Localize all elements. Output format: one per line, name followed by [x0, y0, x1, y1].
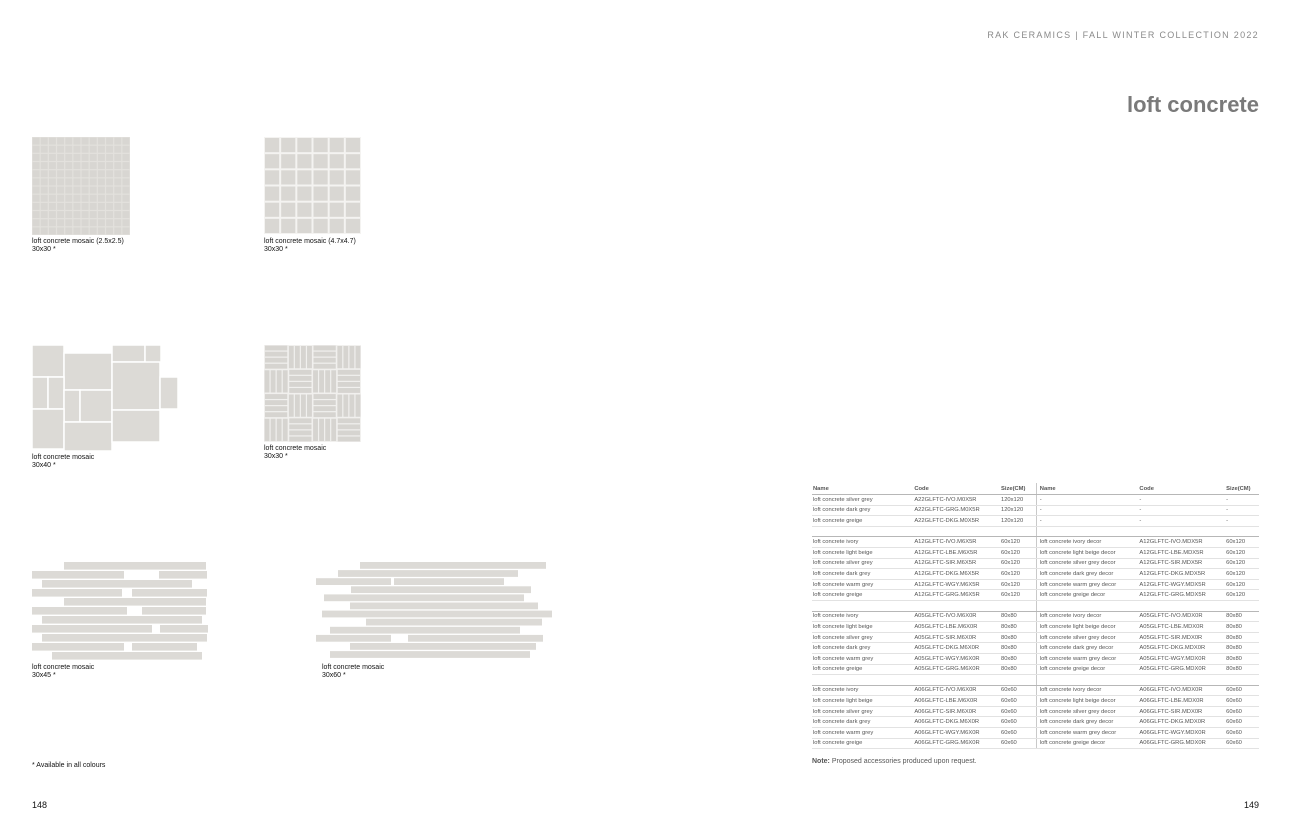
- table-row: [812, 516, 1259, 527]
- cell-size: 80x80: [1000, 632, 1036, 643]
- cell-size: 120x120: [1000, 495, 1036, 506]
- cell-name: loft concrete warm grey: [812, 728, 913, 739]
- cell-decor-code: A06GLFTC-LBE.MDX0R: [1138, 696, 1225, 707]
- cell-name: loft concrete silver grey: [812, 632, 913, 643]
- tile-mosaic-4-7: [264, 137, 361, 239]
- tile-name: loft concrete mosaic: [32, 454, 95, 461]
- group-separator: [812, 526, 1259, 537]
- group-separator: [812, 675, 1259, 686]
- cell-decor-name: loft concrete ivory decor: [1036, 611, 1138, 622]
- cell-code: A12GLFTC-GRG.M6X5R: [913, 590, 1000, 601]
- cell-decor-code: -: [1138, 495, 1225, 506]
- cell-code: A06GLFTC-WGY.M6X0R: [913, 728, 1000, 739]
- table-row: [812, 579, 1259, 590]
- tile-mosaic-2-5: [32, 137, 130, 240]
- cell-decor-size: -: [1225, 516, 1259, 527]
- cell-decor-name: -: [1036, 495, 1138, 506]
- cell-code: A06GLFTC-IVO.M6X0R: [913, 685, 1000, 696]
- cell-name: loft concrete light beige: [812, 547, 913, 558]
- cell-size: 80x80: [1000, 664, 1036, 675]
- cell-decor-size: 60x120: [1225, 590, 1259, 601]
- col-name: Name: [812, 483, 913, 495]
- cell-code: A06GLFTC-SIR.M6X0R: [913, 706, 1000, 717]
- cell-decor-code: A12GLFTC-WGY.MDX5R: [1138, 579, 1225, 590]
- cell-decor-size: 80x80: [1225, 653, 1259, 664]
- cell-decor-name: -: [1036, 516, 1138, 527]
- cell-decor-code: A06GLFTC-WGY.MDX0R: [1138, 728, 1225, 739]
- cell-name: loft concrete dark grey: [812, 569, 913, 580]
- table-row: [812, 696, 1259, 707]
- table-body: [812, 495, 1259, 749]
- table-row: [812, 706, 1259, 717]
- cell-decor-code: A12GLFTC-LBE.MDX5R: [1138, 547, 1225, 558]
- cell-decor-code: A05GLFTC-IVO.MDX0R: [1138, 611, 1225, 622]
- cell-decor-name: loft concrete light beige decor: [1036, 696, 1138, 707]
- tile-mosaic-30x40: [32, 345, 178, 456]
- cell-code: A06GLFTC-GRG.M6X0R: [913, 738, 1000, 749]
- tile-caption: [32, 238, 124, 254]
- cell-code: A22GLFTC-GRG.M0X5R: [913, 505, 1000, 516]
- cell-decor-size: 80x80: [1225, 611, 1259, 622]
- table-row: [812, 738, 1259, 749]
- tile-mosaic-30x45: [32, 562, 208, 665]
- cell-decor-name: loft concrete greige decor: [1036, 738, 1138, 749]
- cell-size: 120x120: [1000, 505, 1036, 516]
- cell-decor-code: A05GLFTC-DKG.MDX0R: [1138, 643, 1225, 654]
- cell-decor-size: 60x60: [1225, 738, 1259, 749]
- tile-caption: [32, 454, 94, 470]
- tile-mosaic-30x60: [316, 562, 554, 665]
- cell-name: loft concrete dark grey: [812, 643, 913, 654]
- cell-name: loft concrete ivory: [812, 685, 913, 696]
- table-row: [812, 622, 1259, 633]
- mosaic-30x45-image: [32, 562, 208, 660]
- cell-name: loft concrete dark grey: [812, 505, 913, 516]
- page-number-right: 149: [1243, 800, 1259, 810]
- table-row: [812, 664, 1259, 675]
- cell-code: A12GLFTC-WGY.M6X5R: [913, 579, 1000, 590]
- cell-name: loft concrete light beige: [812, 696, 913, 707]
- cell-size: 80x80: [1000, 653, 1036, 664]
- cell-size: 80x80: [1000, 643, 1036, 654]
- tile-caption: [264, 445, 326, 461]
- cell-decor-code: A05GLFTC-LBE.MDX0R: [1138, 622, 1225, 633]
- cell-size: 60x120: [1000, 558, 1036, 569]
- cell-size: 60x60: [1000, 696, 1036, 707]
- cell-size: 80x80: [1000, 622, 1036, 633]
- cell-decor-code: A12GLFTC-SIR.MDX5R: [1138, 558, 1225, 569]
- cell-decor-name: loft concrete greige decor: [1036, 664, 1138, 675]
- table-row: [812, 632, 1259, 643]
- cell-decor-name: loft concrete dark grey decor: [1036, 643, 1138, 654]
- cell-name: loft concrete greige: [812, 516, 913, 527]
- cell-decor-name: loft concrete dark grey decor: [1036, 569, 1138, 580]
- cell-decor-size: 60x60: [1225, 728, 1259, 739]
- cell-decor-name: loft concrete silver grey decor: [1036, 632, 1138, 643]
- cell-decor-size: 80x80: [1225, 664, 1259, 675]
- cell-name: loft concrete ivory: [812, 537, 913, 548]
- mosaic-30x40-image: [32, 345, 178, 451]
- page-title: loft concrete: [1126, 92, 1259, 117]
- tile-caption: [322, 664, 384, 680]
- table-row: [812, 611, 1259, 622]
- cell-decor-code: A05GLFTC-SIR.MDX0R: [1138, 632, 1225, 643]
- cell-code: A12GLFTC-DKG.M6X5R: [913, 569, 1000, 580]
- cell-code: A05GLFTC-SIR.M6X0R: [913, 632, 1000, 643]
- cell-decor-size: 80x80: [1225, 622, 1259, 633]
- tile-name: loft concrete mosaic: [32, 664, 95, 671]
- cell-decor-code: A12GLFTC-DKG.MDX5R: [1138, 569, 1225, 580]
- tile-size: 30x45 *: [32, 672, 56, 679]
- cell-name: loft concrete warm grey: [812, 653, 913, 664]
- cell-size: 60x120: [1000, 537, 1036, 548]
- cell-name: loft concrete light beige: [812, 622, 913, 633]
- cell-size: 60x120: [1000, 590, 1036, 601]
- col-size: Size(CM): [1225, 483, 1259, 495]
- cell-name: loft concrete greige: [812, 664, 913, 675]
- cell-code: A12GLFTC-IVO.M6X5R: [913, 537, 1000, 548]
- table-row: [812, 505, 1259, 516]
- cell-name: loft concrete ivory: [812, 611, 913, 622]
- cell-decor-code: A06GLFTC-SIR.MDX0R: [1138, 706, 1225, 717]
- cell-decor-name: loft concrete ivory decor: [1036, 685, 1138, 696]
- cell-code: A05GLFTC-GRG.M6X0R: [913, 664, 1000, 675]
- cell-code: A12GLFTC-SIR.M6X5R: [913, 558, 1000, 569]
- cell-decor-name: loft concrete ivory decor: [1036, 537, 1138, 548]
- mosaic-30x60-image: [316, 562, 554, 660]
- table-header-row: [812, 483, 1259, 495]
- cell-decor-size: -: [1225, 495, 1259, 506]
- mosaic-4-7-image: [264, 137, 361, 234]
- cell-name: loft concrete silver grey: [812, 495, 913, 506]
- cell-name: loft concrete greige: [812, 738, 913, 749]
- cell-size: 60x60: [1000, 706, 1036, 717]
- cell-size: 60x120: [1000, 547, 1036, 558]
- cell-size: 60x120: [1000, 579, 1036, 590]
- tile-name: loft concrete mosaic: [264, 445, 327, 452]
- cell-decor-code: A06GLFTC-DKG.MDX0R: [1138, 717, 1225, 728]
- cell-decor-size: 60x60: [1225, 706, 1259, 717]
- cell-decor-size: 60x60: [1225, 717, 1259, 728]
- col-code: Code: [1138, 483, 1225, 495]
- cell-name: loft concrete dark grey: [812, 717, 913, 728]
- tile-size: 30x30 *: [264, 453, 288, 460]
- cell-decor-size: 80x80: [1225, 632, 1259, 643]
- cell-size: 60x120: [1000, 569, 1036, 580]
- cell-decor-code: -: [1138, 516, 1225, 527]
- cell-decor-code: A05GLFTC-WGY.MDX0R: [1138, 653, 1225, 664]
- cell-size: 60x60: [1000, 717, 1036, 728]
- table-row: [812, 590, 1259, 601]
- cell-code: A05GLFTC-IVO.M6X0R: [913, 611, 1000, 622]
- cell-name: loft concrete silver grey: [812, 558, 913, 569]
- mosaic-basketweave-image: [264, 345, 361, 442]
- table-row: [812, 653, 1259, 664]
- cell-decor-name: loft concrete silver grey decor: [1036, 706, 1138, 717]
- cell-decor-size: 60x120: [1225, 579, 1259, 590]
- note-text: Proposed accessories produced upon request.: [829, 758, 977, 765]
- tile-size: 30x30 *: [264, 246, 288, 253]
- cell-decor-size: 60x120: [1225, 558, 1259, 569]
- cell-name: loft concrete silver grey: [812, 706, 913, 717]
- cell-code: A05GLFTC-LBE.M6X0R: [913, 622, 1000, 633]
- col-name: Name: [1036, 483, 1138, 495]
- table-row: [812, 717, 1259, 728]
- cell-decor-name: loft concrete warm grey decor: [1036, 728, 1138, 739]
- cell-size: 60x60: [1000, 728, 1036, 739]
- cell-decor-name: -: [1036, 505, 1138, 516]
- cell-code: A05GLFTC-WGY.M6X0R: [913, 653, 1000, 664]
- cell-size: 60x60: [1000, 738, 1036, 749]
- tile-name: loft concrete mosaic (4.7x4.7): [264, 238, 356, 245]
- tile-size: 30x30 *: [32, 246, 56, 253]
- cell-code: A06GLFTC-DKG.M6X0R: [913, 717, 1000, 728]
- tile-size: 30x60 *: [322, 672, 346, 679]
- group-separator: [812, 600, 1259, 611]
- cell-size: 60x60: [1000, 685, 1036, 696]
- cell-decor-size: 60x120: [1225, 547, 1259, 558]
- table-row: [812, 558, 1259, 569]
- table-row: [812, 537, 1259, 548]
- table-row: [812, 547, 1259, 558]
- footnote: * Available in all colours: [32, 762, 106, 769]
- accessories-note: [812, 758, 977, 765]
- cell-decor-size: 80x80: [1225, 643, 1259, 654]
- col-code: Code: [913, 483, 1000, 495]
- cell-code: A06GLFTC-LBE.M6X0R: [913, 696, 1000, 707]
- tile-size: 30x40 *: [32, 462, 56, 469]
- tile-name: loft concrete mosaic (2.5x2.5): [32, 238, 124, 245]
- cell-decor-code: A12GLFTC-IVO.MDX5R: [1138, 537, 1225, 548]
- cell-decor-size: -: [1225, 505, 1259, 516]
- cell-decor-code: A06GLFTC-IVO.MDX0R: [1138, 685, 1225, 696]
- collection-header: RAK CERAMICS | FALL WINTER COLLECTION 2022: [987, 30, 1259, 40]
- cell-code: A22GLFTC-IVO.M0X5R: [913, 495, 1000, 506]
- tile-name: loft concrete mosaic: [322, 664, 385, 671]
- table-row: [812, 569, 1259, 580]
- note-label: Note:: [812, 758, 830, 765]
- cell-decor-size: 60x60: [1225, 685, 1259, 696]
- cell-decor-name: loft concrete light beige decor: [1036, 547, 1138, 558]
- table-row: [812, 728, 1259, 739]
- product-spec-table: [812, 483, 1259, 749]
- table-row: [812, 643, 1259, 654]
- col-size: Size(CM): [1000, 483, 1036, 495]
- cell-size: 80x80: [1000, 611, 1036, 622]
- cell-code: A22GLFTC-DKG.M0X5R: [913, 516, 1000, 527]
- cell-decor-size: 60x120: [1225, 569, 1259, 580]
- mosaic-2-5-image: [32, 137, 130, 235]
- cell-code: A12GLFTC-LBE.M6X5R: [913, 547, 1000, 558]
- cell-decor-code: A12GLFTC-GRG.MDX5R: [1138, 590, 1225, 601]
- page-number-left: 148: [32, 800, 48, 810]
- cell-decor-name: loft concrete greige decor: [1036, 590, 1138, 601]
- cell-decor-code: A05GLFTC-GRG.MDX0R: [1138, 664, 1225, 675]
- cell-decor-name: loft concrete warm grey decor: [1036, 653, 1138, 664]
- cell-code: A05GLFTC-DKG.M6X0R: [913, 643, 1000, 654]
- cell-name: loft concrete greige: [812, 590, 913, 601]
- cell-name: loft concrete warm grey: [812, 579, 913, 590]
- table-row: [812, 685, 1259, 696]
- cell-decor-name: loft concrete light beige decor: [1036, 622, 1138, 633]
- table-row: [812, 495, 1259, 506]
- cell-decor-size: 60x60: [1225, 696, 1259, 707]
- cell-decor-name: loft concrete warm grey decor: [1036, 579, 1138, 590]
- cell-decor-name: loft concrete dark grey decor: [1036, 717, 1138, 728]
- tile-caption: [32, 664, 94, 680]
- cell-size: 120x120: [1000, 516, 1036, 527]
- cell-decor-size: 60x120: [1225, 537, 1259, 548]
- cell-decor-code: A06GLFTC-GRG.MDX0R: [1138, 738, 1225, 749]
- tile-caption: [264, 238, 356, 254]
- tile-mosaic-basketweave: [264, 345, 361, 447]
- cell-decor-code: -: [1138, 505, 1225, 516]
- cell-decor-name: loft concrete silver grey decor: [1036, 558, 1138, 569]
